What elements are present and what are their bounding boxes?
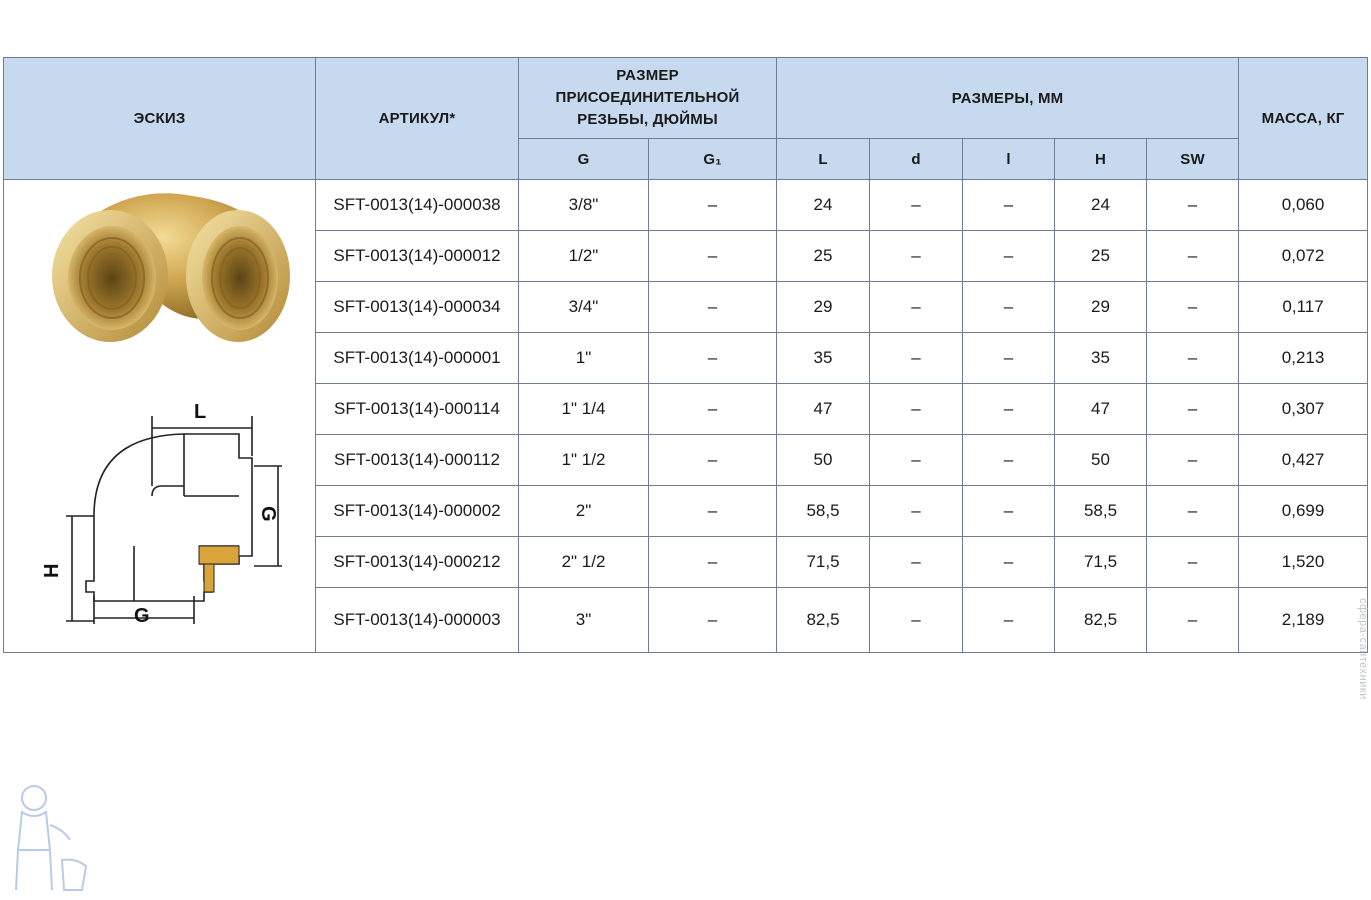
cell-d: – bbox=[870, 536, 963, 587]
cell-article: SFT-0013(14)-000212 bbox=[316, 536, 519, 587]
header-l-lower: l bbox=[963, 139, 1055, 180]
cell-article: SFT-0013(14)-000012 bbox=[316, 230, 519, 281]
cell-l-upper: 29 bbox=[777, 281, 870, 332]
spec-table bbox=[3, 57, 1368, 653]
cell-g: 1" 1/2 bbox=[519, 434, 649, 485]
cell-h: 50 bbox=[1055, 434, 1147, 485]
cell-mass: 2,189 bbox=[1239, 587, 1368, 652]
header-sketch: ЭСКИЗ bbox=[4, 58, 316, 180]
cell-article: SFT-0013(14)-000001 bbox=[316, 332, 519, 383]
cell-g1: – bbox=[649, 434, 777, 485]
drawing-label-l: L bbox=[194, 401, 207, 423]
watermark-text: сфера-сантехники bbox=[1357, 598, 1369, 700]
cell-d: – bbox=[870, 230, 963, 281]
cell-g1: – bbox=[649, 180, 777, 231]
cell-l-upper: 24 bbox=[777, 180, 870, 231]
cell-g1: – bbox=[649, 383, 777, 434]
cell-l-lower: – bbox=[963, 281, 1055, 332]
cell-d: – bbox=[870, 180, 963, 231]
cell-mass: 0,117 bbox=[1239, 281, 1368, 332]
cell-sw: – bbox=[1147, 383, 1239, 434]
header-g: G bbox=[519, 139, 649, 180]
cell-article: SFT-0013(14)-000114 bbox=[316, 383, 519, 434]
cell-sw: – bbox=[1147, 434, 1239, 485]
header-dimensions: РАЗМЕРЫ, ММ bbox=[777, 58, 1239, 139]
cell-sw: – bbox=[1147, 587, 1239, 652]
header-h: H bbox=[1055, 139, 1147, 180]
cell-h: 29 bbox=[1055, 281, 1147, 332]
cell-article: SFT-0013(14)-000034 bbox=[316, 281, 519, 332]
elbow-photo bbox=[42, 184, 298, 354]
cell-h: 35 bbox=[1055, 332, 1147, 383]
header-d: d bbox=[870, 139, 963, 180]
cell-mass: 0,307 bbox=[1239, 383, 1368, 434]
cell-h: 58,5 bbox=[1055, 485, 1147, 536]
cell-g: 3" bbox=[519, 587, 649, 652]
cell-mass: 0,060 bbox=[1239, 180, 1368, 231]
cell-mass: 1,520 bbox=[1239, 536, 1368, 587]
cell-d: – bbox=[870, 332, 963, 383]
cell-mass: 0,427 bbox=[1239, 434, 1368, 485]
cell-h: 82,5 bbox=[1055, 587, 1147, 652]
header-mass: МАССА, КГ bbox=[1239, 58, 1368, 180]
cell-sw: – bbox=[1147, 536, 1239, 587]
cell-l-lower: – bbox=[963, 180, 1055, 231]
cell-d: – bbox=[870, 587, 963, 652]
cell-g: 2" bbox=[519, 485, 649, 536]
cell-h: 25 bbox=[1055, 230, 1147, 281]
cell-l-upper: 25 bbox=[777, 230, 870, 281]
plumber-mascot-icon bbox=[4, 780, 94, 900]
cell-sw: – bbox=[1147, 281, 1239, 332]
cell-d: – bbox=[870, 434, 963, 485]
cell-sw: – bbox=[1147, 332, 1239, 383]
header-g1: G₁ bbox=[649, 139, 777, 180]
cell-l-lower: – bbox=[963, 332, 1055, 383]
cell-g: 1" 1/4 bbox=[519, 383, 649, 434]
cell-l-upper: 71,5 bbox=[777, 536, 870, 587]
cell-l-upper: 47 bbox=[777, 383, 870, 434]
cell-g: 3/8" bbox=[519, 180, 649, 231]
cell-l-lower: – bbox=[963, 536, 1055, 587]
cell-l-lower: – bbox=[963, 230, 1055, 281]
cell-l-upper: 50 bbox=[777, 434, 870, 485]
cell-l-lower: – bbox=[963, 485, 1055, 536]
cell-g: 2" 1/2 bbox=[519, 536, 649, 587]
header-thread-size-text: РАЗМЕР ПРИСОЕДИНИТЕЛЬНОЙ РЕЗЬБЫ, ДЮЙМЫ bbox=[555, 67, 740, 128]
cell-mass: 0,072 bbox=[1239, 230, 1368, 281]
header-article: АРТИКУЛ* bbox=[316, 58, 519, 180]
cell-mass: 0,213 bbox=[1239, 332, 1368, 383]
cell-l-upper: 58,5 bbox=[777, 485, 870, 536]
cell-h: 71,5 bbox=[1055, 536, 1147, 587]
elbow-drawing bbox=[34, 396, 294, 626]
cell-sw: – bbox=[1147, 180, 1239, 231]
cell-article: SFT-0013(14)-000038 bbox=[316, 180, 519, 231]
cell-g1: – bbox=[649, 230, 777, 281]
cell-g: 1" bbox=[519, 332, 649, 383]
cell-g1: – bbox=[649, 536, 777, 587]
header-l-upper: L bbox=[777, 139, 870, 180]
cell-g1: – bbox=[649, 332, 777, 383]
header-thread-size bbox=[519, 58, 777, 139]
cell-h: 24 bbox=[1055, 180, 1147, 231]
sketch-cell bbox=[4, 180, 316, 653]
cell-g: 3/4" bbox=[519, 281, 649, 332]
cell-g: 1/2" bbox=[519, 230, 649, 281]
cell-sw: – bbox=[1147, 230, 1239, 281]
cell-g1: – bbox=[649, 281, 777, 332]
cell-article: SFT-0013(14)-000112 bbox=[316, 434, 519, 485]
cell-article: SFT-0013(14)-000003 bbox=[316, 587, 519, 652]
header-sw: SW bbox=[1147, 139, 1239, 180]
cell-sw: – bbox=[1147, 485, 1239, 536]
drawing-label-h: H bbox=[41, 563, 63, 578]
cell-d: – bbox=[870, 485, 963, 536]
drawing-label-g-bottom: G bbox=[134, 605, 150, 626]
cell-mass: 0,699 bbox=[1239, 485, 1368, 536]
cell-l-lower: – bbox=[963, 587, 1055, 652]
cell-h: 47 bbox=[1055, 383, 1147, 434]
cell-g1: – bbox=[649, 587, 777, 652]
cell-l-upper: 35 bbox=[777, 332, 870, 383]
table-row bbox=[4, 180, 1368, 231]
cell-d: – bbox=[870, 383, 963, 434]
sketch-area bbox=[4, 180, 315, 652]
cell-l-lower: – bbox=[963, 383, 1055, 434]
cell-article: SFT-0013(14)-000002 bbox=[316, 485, 519, 536]
cell-l-lower: – bbox=[963, 434, 1055, 485]
cell-g1: – bbox=[649, 485, 777, 536]
cell-l-upper: 82,5 bbox=[777, 587, 870, 652]
drawing-label-g-right: G bbox=[257, 506, 279, 522]
cell-d: – bbox=[870, 281, 963, 332]
